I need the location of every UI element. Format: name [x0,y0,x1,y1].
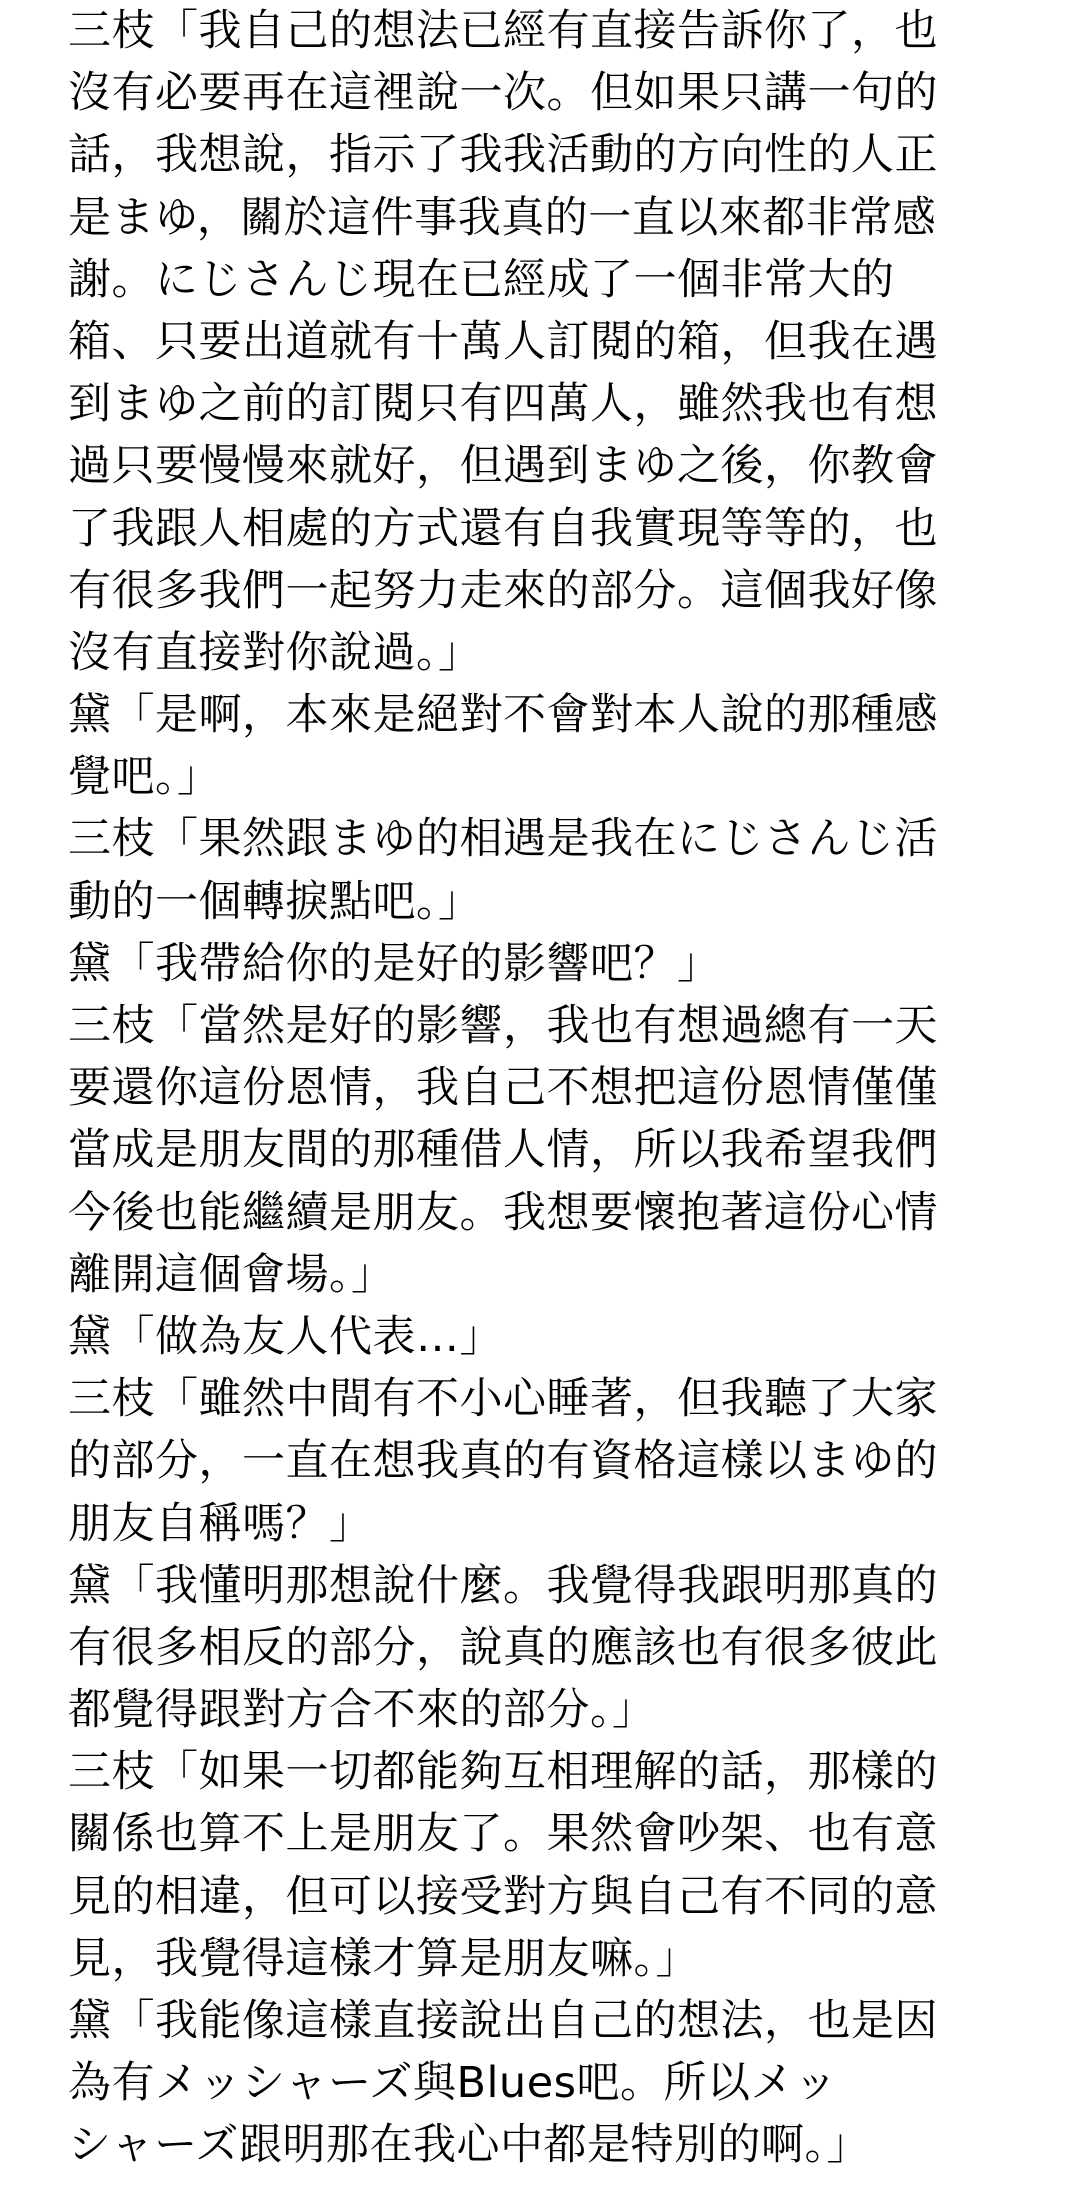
transcript-line: 沒有直接對你說過。」 [68,627,482,678]
transcript-line: 關係也算不上是朋友了。果然會吵架、也有意 [68,1809,938,1860]
transcript-line: 朋友自稱嗎？」 [68,1498,373,1549]
transcript-line: 過只要慢慢來就好，但遇到まゆ之後，你教會 [68,441,938,492]
transcript-line: 黛「做為友人代表…」 [68,1311,503,1362]
transcript-line: 為有メッシャーズ與Blues吧。所以メッ [68,2058,838,2109]
transcript-line: 今後也能繼續是朋友。我想要懷抱著這份心情 [68,1187,938,1238]
transcript-line: 沒有必要再在這裡說一次。但如果只講一句的 [68,68,938,119]
transcript-line: 離開這個會場。」 [68,1249,395,1300]
transcript-line: 都覺得跟對方合不來的部分。」 [68,1685,656,1736]
transcript-line: 到まゆ之前的訂閱只有四萬人，雖然我也有想 [68,379,938,430]
transcript-line: 黛「我能像這樣直接說出自己的想法，也是因 [68,1996,938,2046]
transcript-line: 三枝「我自己的想法已經有直接告訴你了，也 [68,6,938,56]
transcript-line: 了我跟人相處的方式還有自我實現等等的，也 [68,503,938,554]
transcript-line: 有很多我們一起努力走來的部分。這個我好像 [68,565,938,616]
transcript-line: 話，我想說，指示了我我活動的方向性的人正 [68,130,938,181]
transcript-text [68,0,1028,2177]
transcript-line: 的部分，一直在想我真的有資格這樣以まゆ的 [68,1436,938,1487]
transcript-line: 覺吧。」 [68,752,221,803]
transcript-line: 動的一個轉捩點吧。」 [68,876,482,927]
transcript-line: 見的相違，但可以接受對方與自己有不同的意 [68,1871,938,1922]
transcript-line: 三枝「果然跟まゆ的相遇是我在にじさんじ活 [68,814,938,865]
transcript-line: 黛「是啊，本來是絕對不會對本人說的那種感 [68,690,938,741]
transcript-line: 黛「我帶給你的是好的影響吧？」 [68,938,721,989]
transcript-line: 三枝「雖然中間有不小心睡著，但我聽了大家 [68,1374,938,1425]
transcript-line: 見，我覺得這樣才算是朋友嘛。」 [68,1933,699,1984]
transcript-line: シャーズ跟明那在我心中都是特別的啊。」 [68,2120,870,2171]
transcript-line: 要還你這份恩情，我自己不想把這份恩情僅僅 [68,1063,938,1114]
transcript-line: 當成是朋友間的那種借人情，所以我希望我們 [68,1125,938,1176]
transcript-line: 謝。にじさんじ現在已經成了一個非常大的 [68,254,895,305]
transcript-line: 是まゆ，關於這件事我真的一直以來都非常感 [68,192,937,243]
transcript-line: 箱、只要出道就有十萬人訂閱的箱，但我在遇 [68,316,938,367]
transcript-line: 三枝「當然是好的影響，我也有想過總有一天 [68,1001,938,1051]
transcript-line: 三枝「如果一切都能夠互相理解的話，那樣的 [68,1747,938,1798]
transcript-line: 有很多相反的部分，說真的應該也有很多彼此 [68,1622,938,1673]
transcript-line: 黛「我懂明那想說什麼。我覺得我跟明那真的 [68,1560,938,1611]
